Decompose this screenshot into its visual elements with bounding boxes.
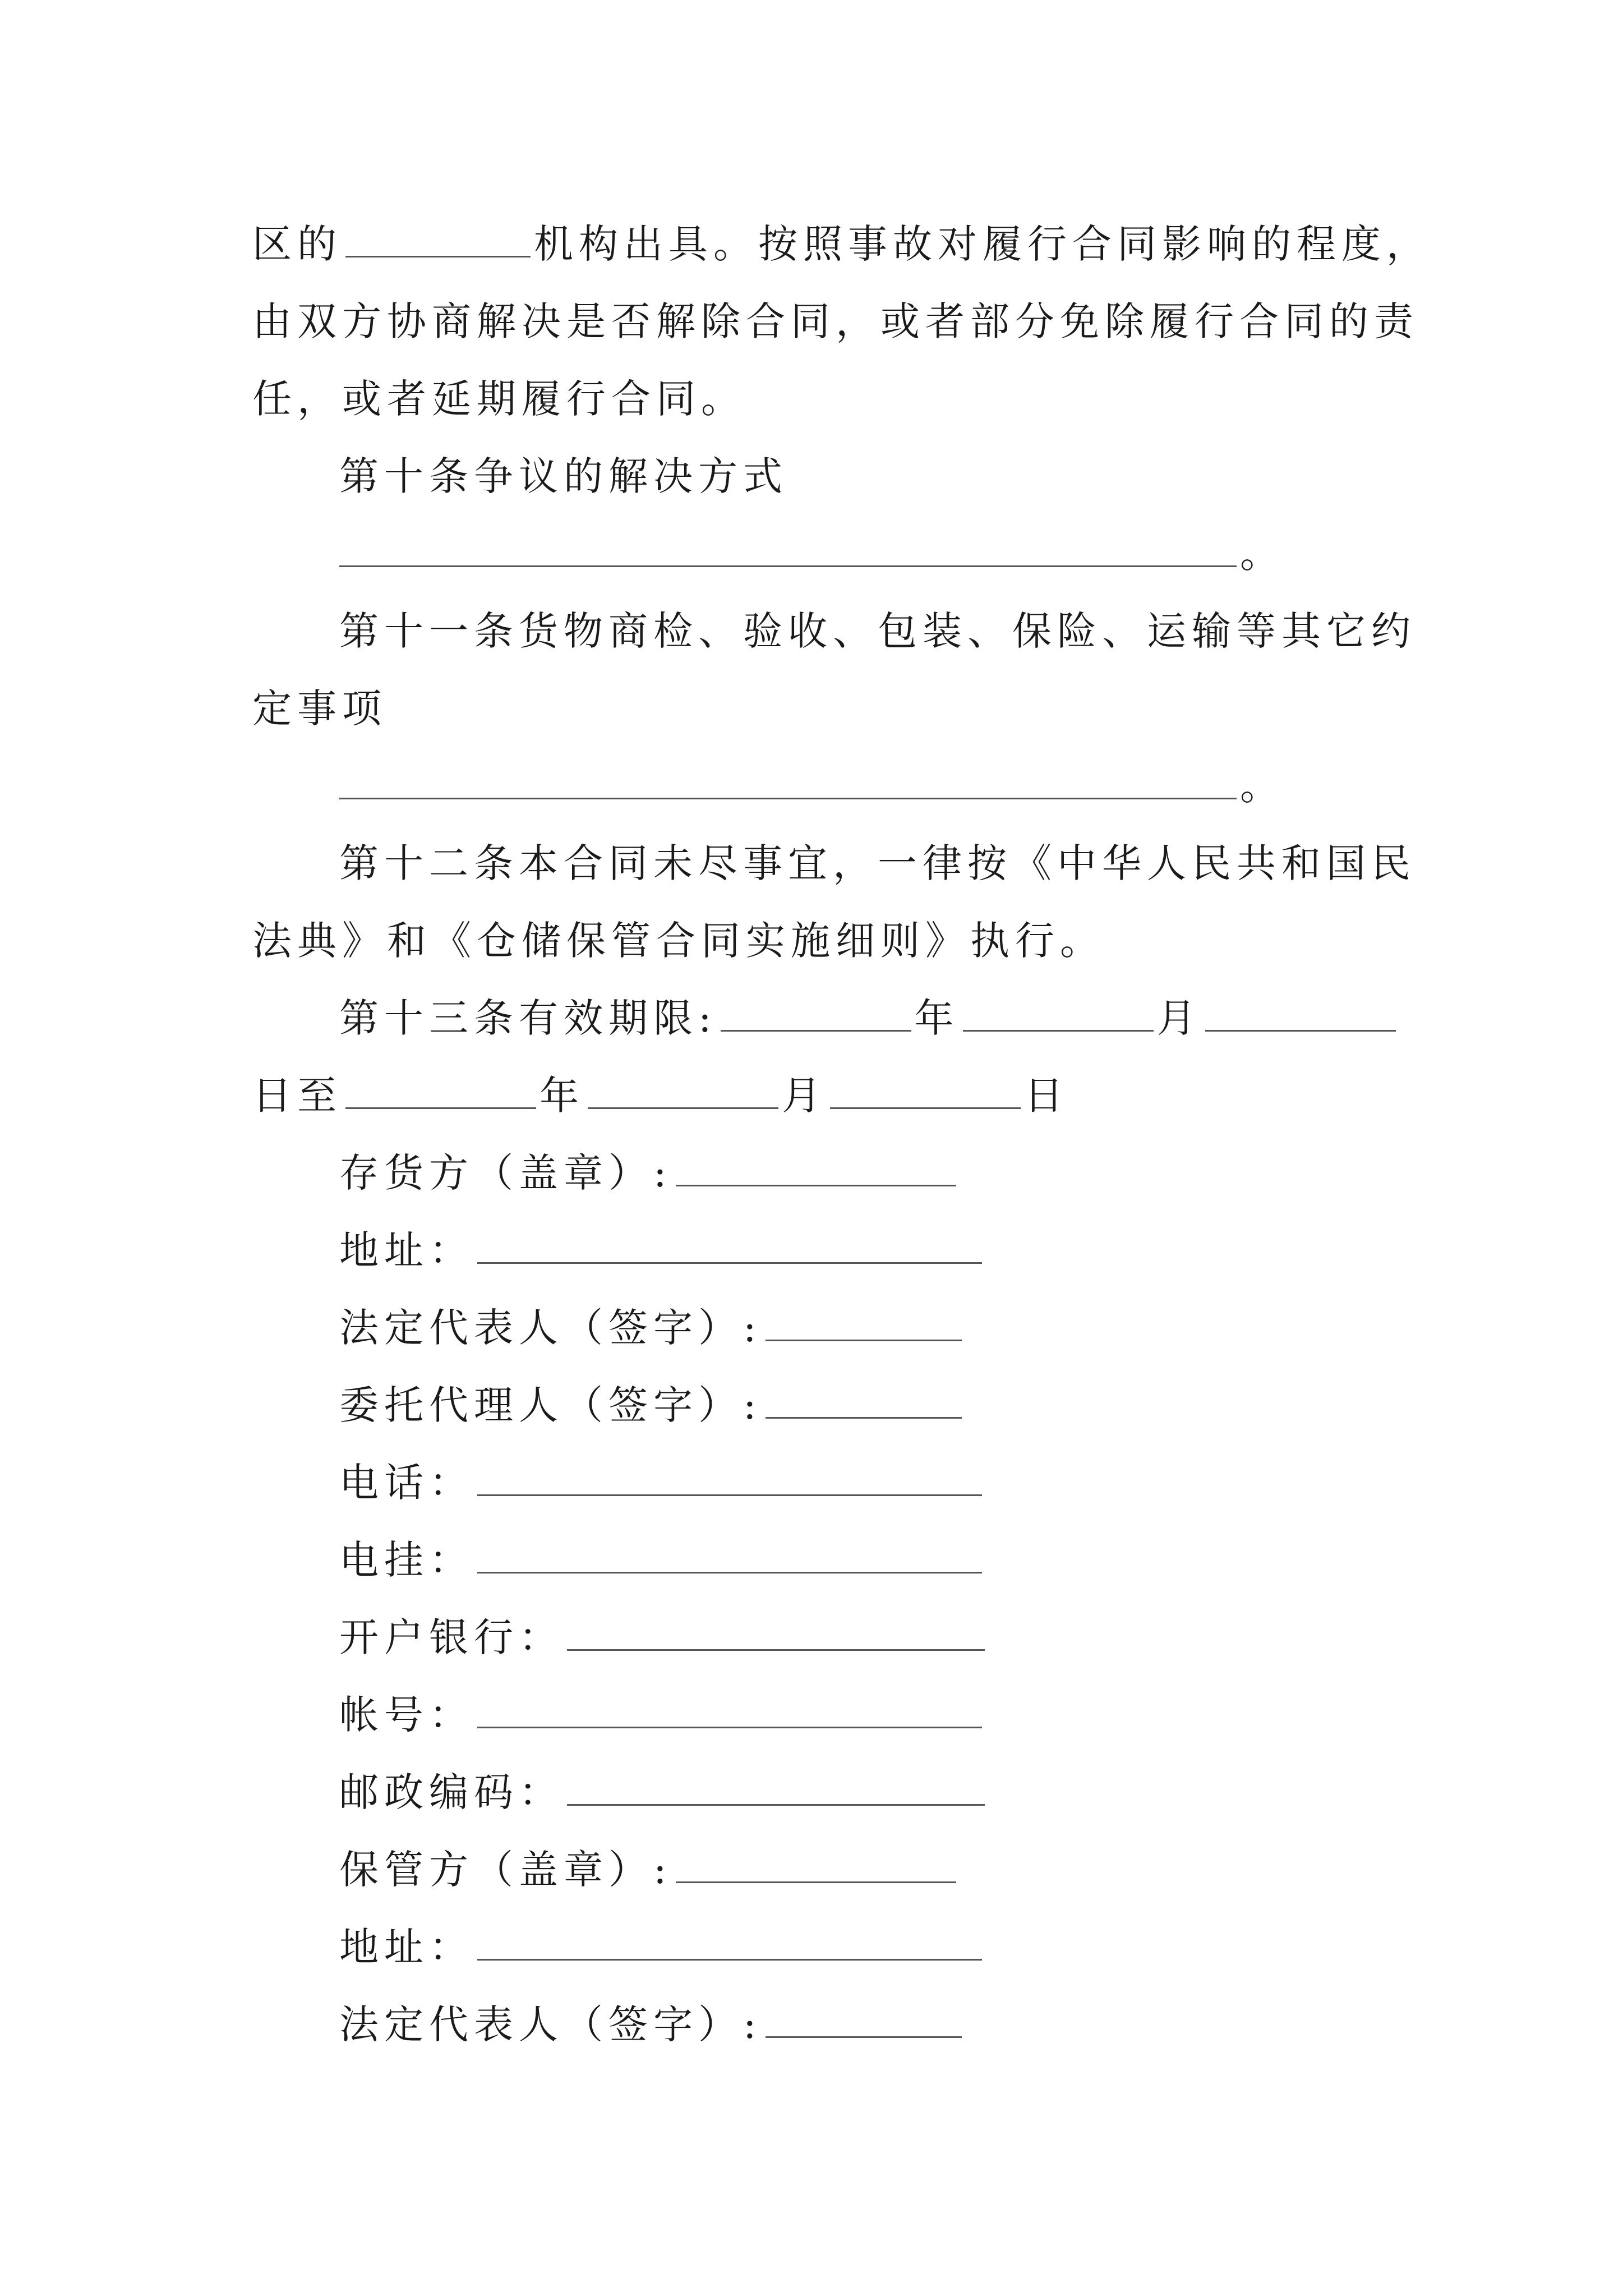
region-blank: [345, 224, 531, 257]
depositor-postcode-line: [339, 1754, 1489, 1831]
article-11-fill-line: [339, 747, 1489, 825]
month-label: 月: [1156, 995, 1202, 1041]
depositor-phone-blank: [477, 1463, 982, 1496]
text-negotiation: 由双方协商解决是否解除合同，或者部分免除履行合同的责: [252, 298, 1419, 344]
custodian-seal-blank: [676, 1850, 956, 1883]
article-10-title: [339, 438, 1489, 515]
text-region-prefix: 区的: [252, 221, 342, 267]
depositor-bank-label: 开户银行：: [339, 1614, 564, 1660]
article-12-line-1: [339, 825, 1489, 902]
period-mark: 。: [1240, 763, 1285, 809]
article-12-text: 第十二条本合同未尽事宜，一律按《中华人民共和国民: [339, 840, 1416, 886]
article-13-line-2: [252, 1057, 1402, 1134]
custodian-address-line: [339, 1908, 1489, 1986]
end-day-blank: [830, 1076, 1021, 1109]
text-extension: 任，或者延期履行合同。: [252, 376, 746, 422]
custodian-legal-rep-label: 法定代表人（签字）:: [339, 2001, 762, 2047]
depositor-account-line: [339, 1676, 1489, 1754]
article-11-heading: 第十一条货物商检、验收、包装、保险、运输等其它约: [339, 608, 1416, 654]
period-mark: 。: [1240, 531, 1285, 577]
depositor-agent-blank: [766, 1386, 962, 1419]
paragraph-line-3: [252, 360, 1402, 438]
paragraph-line-2: [252, 283, 1419, 360]
article-11-line-2: [252, 670, 1402, 747]
start-month-blank: [963, 999, 1154, 1032]
depositor-address-label: 地址：: [339, 1227, 474, 1273]
other-matters-blank: [339, 766, 1237, 799]
depositor-bank-line: [339, 1599, 1489, 1676]
day-label: 日: [1024, 1073, 1069, 1119]
custodian-seal-label: 保管方（盖章）:: [339, 1847, 672, 1893]
depositor-party-line: [339, 1134, 1489, 1212]
depositor-seal-label: 存货方（盖章）:: [339, 1150, 672, 1196]
depositor-seal-blank: [676, 1153, 956, 1186]
article-13-heading: 第十三条有效期限:: [339, 995, 717, 1041]
day-to-label: 日至: [252, 1073, 342, 1119]
depositor-legal-rep-blank: [766, 1308, 962, 1341]
depositor-bank-blank: [567, 1618, 985, 1651]
start-day-blank: [1205, 999, 1396, 1032]
end-month-blank: [588, 1076, 778, 1109]
custodian-legal-rep-line: [339, 1986, 1489, 2063]
article-12-text-cont: 法典》和《仓储保管合同实施细则》执行。: [252, 918, 1105, 964]
year-label: 年: [914, 995, 960, 1041]
end-year-blank: [345, 1076, 536, 1109]
depositor-postcode-blank: [567, 1773, 985, 1806]
start-year-blank: [721, 999, 911, 1032]
text-institution-issue: 机构出具。按照事故对履行合同影响的程度，: [534, 221, 1431, 267]
depositor-legal-rep-line: [339, 1289, 1489, 1366]
article-10-heading: 第十条争议的解决方式: [339, 453, 788, 499]
custodian-address-blank: [477, 1927, 982, 1961]
depositor-phone-line: [339, 1444, 1489, 1521]
custodian-legal-rep-blank: [766, 2005, 962, 2038]
article-10-fill-line: [339, 515, 1489, 592]
paragraph-line-1: [252, 205, 1431, 283]
custodian-address-label: 地址：: [339, 1924, 474, 1970]
depositor-address-line: [339, 1212, 1489, 1289]
depositor-postcode-label: 邮政编码：: [339, 1769, 564, 1815]
depositor-telex-line: [339, 1521, 1489, 1599]
depositor-account-label: 帐号：: [339, 1692, 474, 1738]
article-12-line-2: [252, 902, 1402, 979]
depositor-agent-line: [339, 1366, 1489, 1444]
dispute-resolution-blank: [339, 534, 1237, 567]
month-label: 月: [782, 1073, 827, 1119]
custodian-party-line: [339, 1831, 1489, 1908]
depositor-account-blank: [477, 1695, 982, 1728]
depositor-telex-blank: [477, 1540, 982, 1573]
year-label: 年: [540, 1073, 584, 1119]
depositor-agent-label: 委托代理人（签字）:: [339, 1382, 762, 1428]
depositor-address-blank: [477, 1231, 982, 1264]
depositor-legal-rep-label: 法定代表人（签字）:: [339, 1305, 762, 1351]
article-11-heading-cont: 定事项: [252, 685, 387, 731]
article-11-line-1: [339, 592, 1489, 670]
depositor-phone-label: 电话：: [339, 1460, 474, 1506]
depositor-telex-label: 电挂：: [339, 1537, 474, 1583]
article-13-line-1: [339, 979, 1489, 1057]
